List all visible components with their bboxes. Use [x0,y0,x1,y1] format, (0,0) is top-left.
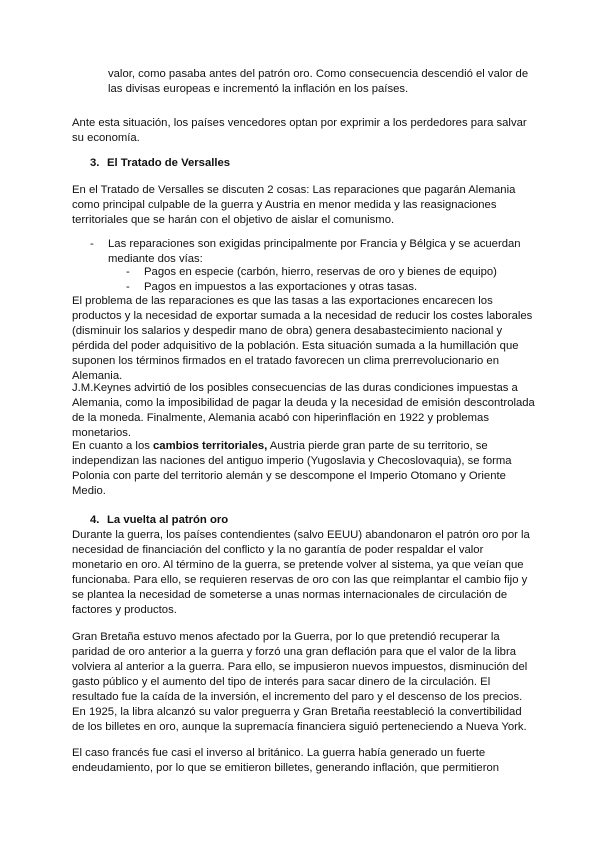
text-line: En el Tratado de Versalles se discuten 2 cosas: Las reparaciones que pagarán Alemania [72,184,516,196]
bullet-marker: - [90,238,94,250]
bold-term: cambios territoriales, [153,440,268,452]
section-4-paragraph-2 [72,630,527,735]
text-line: El problema de las reparaciones es que las tasas a las exportaciones encarecen los [72,295,493,307]
section-3-heading [90,156,230,171]
text-line: Durante la guerra, los países contendientes (salvo EEUU) abandonaron el patrón oro por la [72,529,530,541]
text-line: productos y la necesidad de exportar sumada a la necesidad de reducir los costes laborales [72,310,533,322]
section-4-paragraph-1 [72,528,530,618]
text-run: En cuanto a los [72,440,154,452]
text-line: funcionaba. Para ello, se requieren reservas de oro con las que reimplantar el cambio fijo y [72,574,528,586]
sub-bullet-text [144,265,497,280]
text-line: Alemania, como la imposibilidad de pagar la deuda y la necesidad de emisión descontrolada [72,397,535,409]
text-line: mediante dos vías: [108,253,203,265]
section-number: 3. [90,157,100,169]
text-line: volviera al anterior a la guerra. Para ello, se impusieron nuevos impuestos, disminución del [72,661,528,673]
intro-paragraph [72,116,527,146]
text-line: El caso francés fue casi el inverso al británico. La guerra había generado un fuerte [72,747,486,759]
bullet-text [108,237,521,267]
text-line: endeudamiento, por lo que se emitieron billetes, generando inflación, que permitieron [72,762,500,774]
text-line: Polonia con parte del territorio alemán y se descompone el Imperio Otomano y Oriente [72,470,506,482]
text-line: Ante esta situación, los países vencedores optan por exprimir a los perdedores para salvar [72,117,527,129]
text-line: necesidad de financiación del conflicto y la no garantía de poder respaldar el valor [72,544,484,556]
section-title: El Tratado de Versalles [107,157,231,169]
text-line: Medio. [72,485,106,497]
text-line: valor, como pasaba antes del patrón oro. Como consecuencia descendió el valor de [108,68,529,80]
text-line: (disminuir los salarios y despedir mano de obra) genera desabastecimiento nacional y [72,325,503,337]
text-line: pérdida del poder adquisitivo de la población. Esta situación sumada a la humillación que [72,340,519,352]
text-line: como principal culpable de la guerra y Austria en menor medida y las reasignaciones [72,199,497,211]
section-4-paragraph-3 [72,746,499,776]
text-line [72,439,512,454]
text-line: En 1925, la libra alcanzó su valor preguerra y Gran Bretaña reestableció la convertibilidad [72,706,522,718]
text-line: de los billetes en oro, aunque la supremacía financiera siguió perteneciendo a Nueva York. [72,721,527,733]
section-title: La vuelta al patrón oro [107,514,229,526]
text-line: J.M.Keynes advirtió de los posibles consecuencias de las duras condiciones impuestas a [72,382,518,394]
text-line: Pagos en impuestos a las exportaciones y otras tasas. [144,281,418,293]
sub-bullet-text [144,280,417,295]
bullet-marker: - [126,281,130,293]
section-3-paragraph-1 [72,294,532,384]
text-line: se plantea la necesidad de someterse a unas normas internacionales de circulación de [72,589,508,601]
text-line: su economía. [72,132,140,144]
section-3-intro [72,183,515,228]
section-4-heading [90,513,228,528]
text-run: Austria pierde gran parte de su territorio, se [267,440,488,452]
text-line: suponen los términos firmados en el tratado favorecen un clima prerrevolucionario en [72,355,499,367]
section-3-paragraph-3 [72,439,512,499]
section-3-paragraph-2 [72,381,535,441]
section-number: 4. [90,514,100,526]
text-line: territoriales que se harán con el objetivo de aislar el comunismo. [72,214,395,226]
text-line: Alemania. [72,370,123,382]
text-line: monetario en oro. Al término de la guerra, se pretende volver al sistema, ya que veían que [72,559,524,571]
text-line: Pagos en especie (carbón, hierro, reservas de oro y bienes de equipo) [144,266,497,278]
bullet-marker: - [126,266,130,278]
text-line: Gran Bretaña estuvo menos afectado por la Guerra, por lo que pretendió recuperar la [72,631,500,643]
text-line: independizan las naciones del antiguo imperio (Yugoslavia y Checoslovaquia), se forma [72,455,512,467]
intro-continuation [108,67,528,97]
text-line: paridad de oro anterior a la guerra y forzó una gran deflación para que el valor de la libra [72,646,516,658]
text-line: Las reparaciones son exigidas principalmente por Francia y Bélgica y se acuerdan [108,238,521,250]
text-line: factores y productos. [72,604,177,616]
text-line: monetarios. [72,427,132,439]
text-line: las divisas europeas e incrementó la inflación en los países. [108,83,409,95]
text-line: gasto público y el aumento del tipo de interés para sacar dinero de la circulación. El [72,676,491,688]
text-line: de la moneda. Finalmente, Alemania acabó con hiperinflación en 1922 y problemas [72,412,489,424]
text-line: resultado fue la caída de la inversión, el incremento del paro y el descenso de los precios. [72,691,523,703]
